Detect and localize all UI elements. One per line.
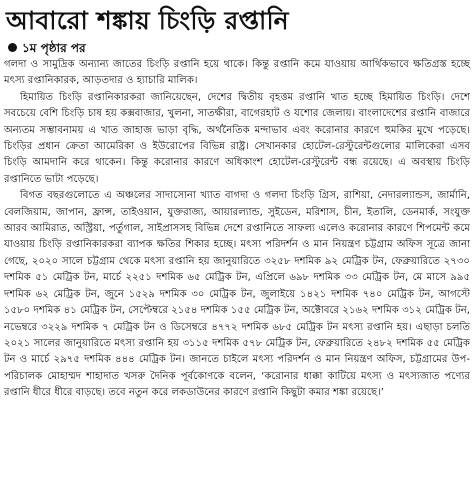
continued-from-label bbox=[8, 40, 86, 56]
article-paragraph: হিমায়িত চিংড়ি রপ্তানিকারকরা জানিয়েছেন, দেশের দ্বিতীয় বৃহত্তম রপ্তানি খাত হচ্ছে হিমায়িত চিংড়ি। দেশে সবচেয়ে বেশি চিংড়ি চাষ হয় কক্সবাজার, খুলনা, সাতক্ষীরা, বাগেরহাট ও যশোর জেলায়। বাংলাদেশের রপ্তানি বাজারে অন্যতম সম্ভাবনাময় এ খাত জাহাজ ভাড়া বৃদ্ধি, অর্থনৈতিক মন্দাভাব এবং করোনার কারণে হুমকির মুখে পড়েছে। চিংড়ির প্রধান ক্রেতা আমেরিকা ও ইউরোপের বিভিন্ন রাষ্ট্র। সেখানকার হোটেল-রেস্টুরেন্টগুলোর মালিকেরা এসব চিংড়ি আমদানি করে থাকেন। কিন্তু করোনার কারণে অধিকাংশ হোটেল-রেস্টুরেন্ট বন্ধ রয়েছে। এ অবস্থায় চিংড়ি রপ্তানিতে ভাটা পড়েছে। bbox=[4, 91, 470, 185]
bullet-icon bbox=[8, 43, 17, 52]
article-body bbox=[4, 57, 470, 402]
article-headline: আবারো শঙ্কায় চিংড়ি রপ্তানি bbox=[6, 6, 289, 35]
article-paragraph: গলদা ও সামুদ্রিক অন্যান্য জাতের চিংড়ি রপ্তানি হয়ে থাকে। কিন্তু রপ্তানি কমে যাওয়ায় আর্থিকভাবে ক্ষতিগ্রস্ত হচ্ছে মৎস্য রপ্তানিকারক, আড়তদার ও হ্যাচারি মালিক। bbox=[4, 59, 470, 87]
continued-from-text: ১ম পৃষ্ঠার পর bbox=[22, 41, 86, 55]
article-paragraph: বিগত বছরগুলোতে এ অঞ্চলের সাদাসোনা খ্যাত বাগদা ও গলদা চিংড়ি গ্রিস, রাশিয়া, নেদারল্যান্ডস, জার্মানি, বেলজিয়াম, জাপান, ফ্রান্স, তাইওয়ান, যুক্তরাজ্য, আয়ারল্যান্ড, সুইডেন, মরিশাস, চীন, ইতালি, ডেনমার্ক, সংযুক্ত আরব আমিরাত, অস্ট্রিয়া, পর্তুগাল, সাইপ্রাসসহ বিভিন্ন দেশে রপ্তানিতে সাফল্য এলেও করোনার কারণে শিপমেন্ট কমে যাওয়ায় চিংড়ি রপ্তানিকারকরা ব্যাপক ক্ষতির শিকার হচ্ছে। মৎস্য পরিদর্শন ও মান নিয়ন্ত্রণ চট্টগ্রাম অফিস সূত্রে জানা গেছে, ২০২০ সালে চট্টগ্রাম থেকে মৎস্য রপ্তানি হয় জানুয়ারিতে ৩২৫৮ দশমিক ৯২ মেট্রিক টন, ফেব্রুয়ারিতে ২৭৩০ দশমিক ৫১ মেট্রিক টন, মার্চে ২২৫১ দশমিক ৬৫ মেট্রিক টন, এপ্রিলে ৬৯৮ দশমিক ৩৩ মেট্রিক টন, মে মাসে ৯৯৫ দশমিক ৬২ মেট্রিক টন, জুনে ১৫২৯ দশমিক ৩০ মেট্রিক টন, জুলাইয়ে ১৪২১ দশমিক ৭৪০ মেট্রিক টন, আগস্টে ১৫৮০ দশমিক ৪১ মেট্রিক টন, সেপ্টেম্বরে ২১৫৪ দশমিক ১৫৫ মেট্রিক টন, অক্টোবরে ২১৬২ দশমিক ৩১২ মেট্রিক টন, নভেম্বরে ৩২২৯ দশমিক ৭ মেট্রিক টন ও ডিসেম্বরে ৪৭৭২ দশমিক ৬৮৫ মেট্রিক টন মৎস্য রপ্তানি হয়। এছাড়া চলতি ২০২১ সালের জানুয়ারিতে মৎস্য রপ্তানি হয় ৩১১৫ দশমিক ৫৭৮ মেট্রিক টন, ফেব্রুয়ারিতে ২৪৮২ দশমিক ৫৫ মেট্রিক টন ও মার্চে ২৯৭৫ দশমিক ৪৪৪ মেট্রিক টন। জানতে চাইলে মৎস্য পরিদর্শন ও মান নিয়ন্ত্রণ অফিস, চট্টগ্রামের উপ-পরিচালক মোহাম্মদ শাহাদাত খসরু দৈনিক পূর্বকোণকে বলেন, ‘করোনার ধাক্কা কাটিয়ে মৎস্য ও মৎস্যজাত পণ্যের রপ্তানি ধীরে ধীরে বাড়ছে। তবে নতুন করে লকডাউনের কারণে রপ্তানি কিছুটা কমার শঙ্কা রয়েছে।’ bbox=[4, 190, 470, 399]
